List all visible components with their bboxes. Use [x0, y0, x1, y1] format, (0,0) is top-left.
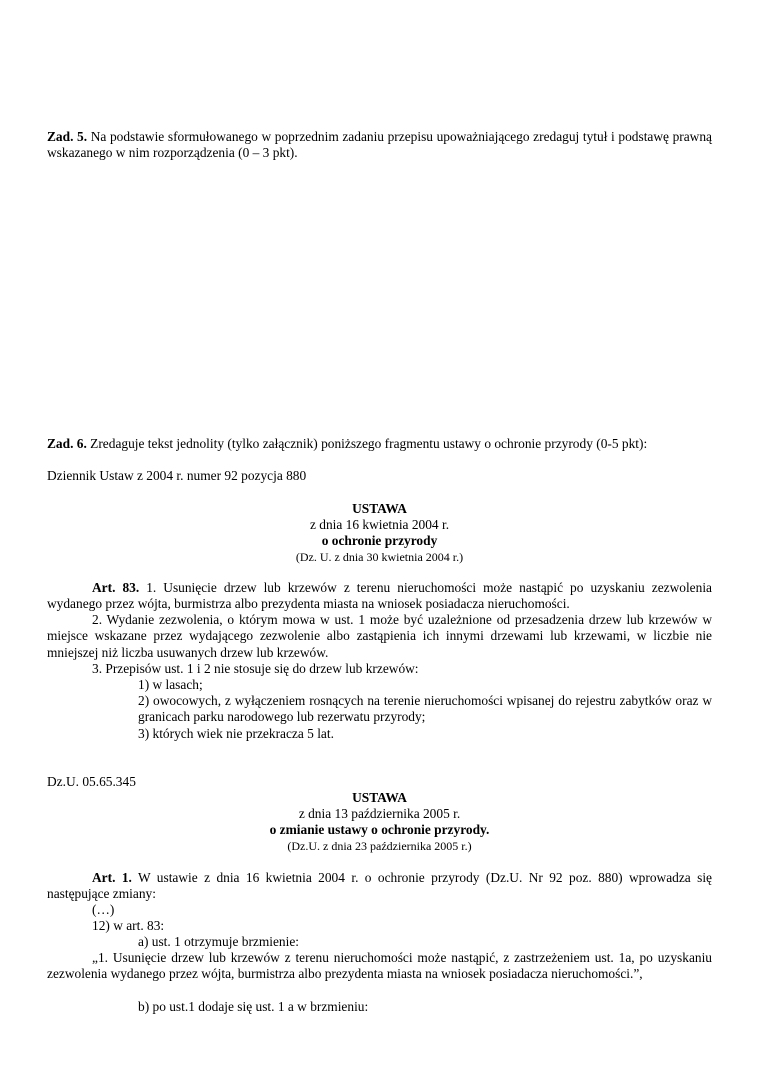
act1-item-1: 1) w lasach; — [138, 677, 203, 692]
act2-point-b: b) po ust.1 dodaje się ust. 1 a w brzmieniu: — [138, 999, 369, 1014]
act1-heading: USTAWA — [352, 501, 407, 516]
act1-art83-par2: 2. Wydanie zezwolenia, o którym mowa w ust. 1 może być uzależnione od przesadzenia drzew lub krzewów w miejsce wskazane przez wydającego zezwolenie albo zastąpienia ich innymi drzewami lub krzewami, w liczbie nie mniejszej niż liczba usuwanych drzew lub krzewów. — [47, 612, 712, 660]
act1-art83-par3: 3. Przepisów ust. 1 i 2 nie stosuje się do drzew lub krzewów: — [92, 661, 419, 676]
task5-label: Zad. 5. — [47, 129, 88, 144]
task6-paragraph — [47, 436, 712, 452]
act1-par1-text: 1. Usunięcie drzew lub krzewów z terenu nieruchomości może nastąpić po uzyskaniu zezwolenia wydanego przez wójta, burmistrza albo prezydenta miasta na wniosek posiadacza nieruchomości. — [47, 580, 712, 612]
act1-item-3: 3) których wiek nie przekracza 5 lat. — [138, 726, 334, 741]
act2-intro-text: W ustawie z dnia 16 kwietnia 2004 r. o ochronie przyrody (Dz.U. Nr 92 poz. 880) wprowadza się następujące zmiany: — [47, 870, 712, 902]
task5-text: Na podstawie sformułowanego w poprzednim zadaniu przepisu upoważniającego zredaguj tytuł i podstawę prawną wskazanego w nim rozporządzenia (0 – 3 pkt). — [47, 129, 712, 161]
act1-date: z dnia 16 kwietnia 2004 r. — [309, 517, 450, 532]
act2-art1-intro — [47, 870, 712, 903]
act1-ref: (Dz. U. z dnia 30 kwietnia 2004 r.) — [295, 550, 464, 564]
act1-title: o ochronie przyrody — [321, 533, 438, 548]
task5-paragraph — [47, 129, 712, 162]
act2-quote: „1. Usunięcie drzew lub krzewów z terenu nieruchomości może nastąpić, z zastrzeżeniem ust. 1a, po uzyskaniu zezwolenia wydanego przez wójta, burmistrza albo prezydenta miasta na wniosek posiadacza nieruchomości.”, — [47, 950, 712, 982]
act2-point12: 12) w art. 83: — [92, 918, 165, 933]
act2-source: Dz.U. 05.65.345 — [47, 774, 136, 789]
act1-art83-par1 — [47, 580, 712, 613]
act2-art-label: Art. 1. — [92, 870, 132, 885]
act1-source: Dziennik Ustaw z 2004 r. numer 92 pozycja 880 — [47, 468, 307, 483]
act2-date: z dnia 13 października 2005 r. — [298, 806, 461, 821]
task6-label: Zad. 6. — [47, 436, 87, 451]
act2-point-a: a) ust. 1 otrzymuje brzmienie: — [138, 934, 300, 949]
act2-title: o zmianie ustawy o ochronie przyrody. — [269, 822, 490, 837]
act2-ellipsis: (…) — [92, 902, 115, 917]
act2-ref: (Dz.U. z dnia 23 października 2005 r.) — [287, 839, 472, 853]
act2-heading: USTAWA — [352, 790, 407, 805]
act1-art-label: Art. 83. — [92, 580, 140, 595]
act1-item-2: 2) owocowych, z wyłączeniem rosnących na terenie nieruchomości wpisanej do rejestru zabytków oraz w granicach parku narodowego lub rezerwatu przyrody; — [138, 693, 712, 725]
task6-text: Zredaguje tekst jednolity (tylko załącznik) poniższego fragmentu ustawy o ochronie przyrody (0-5 pkt): — [90, 436, 648, 451]
